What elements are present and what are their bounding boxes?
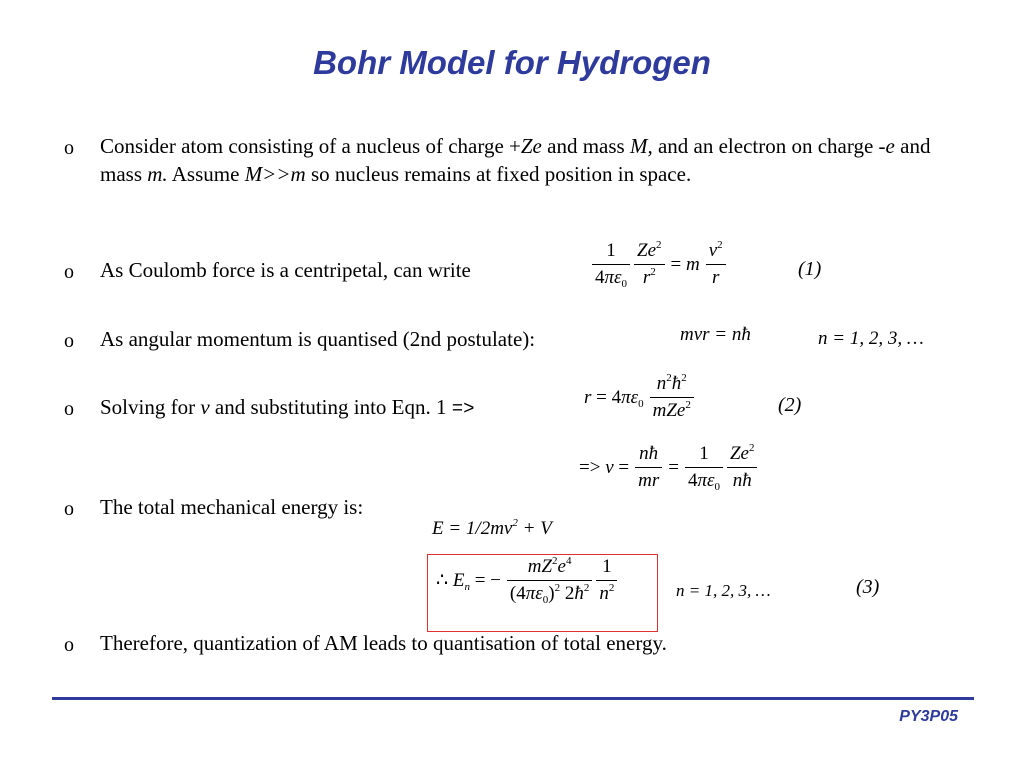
- course-code: PY3P05: [899, 708, 958, 725]
- equation-number-2: (2): [778, 394, 802, 416]
- bullet-marker: o: [64, 137, 74, 159]
- text-part: and mass: [541, 134, 630, 158]
- text-part: e: [885, 134, 895, 158]
- text-part: and substituting into Eqn. 1: [209, 395, 452, 419]
- bullet-text-mechanical-energy: The total mechanical energy is:: [100, 495, 364, 519]
- bullet-text-coulomb: As Coulomb force is a centripetal, can write: [100, 258, 471, 282]
- bullet-marker: o: [64, 330, 74, 352]
- text-part: and mass: [100, 134, 931, 186]
- quantum-number-list: n = 1, 2, 3, …: [676, 581, 771, 600]
- text-part: Solving for: [100, 395, 201, 419]
- text-part: so nucleus remains at fixed position in space.: [305, 162, 692, 186]
- bullet-marker: o: [64, 261, 74, 283]
- equation-quantized-energy: ∴ $E_n$ = − $\frac{mZ^2e^4}{(4\pi\varepsilon_0)^2 2ħ^2}$ $\frac{1}{n^2}$: [432, 556, 619, 605]
- equation-radius: $r = 4\pi\varepsilon_0$ $\frac{n^2ħ^2}{mZe^2}$: [580, 373, 696, 422]
- footer-divider: [52, 697, 974, 700]
- text-part: Ze: [520, 134, 542, 158]
- text-part: =>: [451, 398, 475, 420]
- bullet-marker: o: [64, 498, 74, 520]
- equation-number-3: (3): [856, 576, 880, 598]
- text-part: Consider atom consisting of a nucleus of charge +: [100, 134, 521, 158]
- text-part: M,: [629, 134, 653, 158]
- equation-coulomb-centripetal: $\frac{1}{4\pi\varepsilon_0}$ $\frac{Ze^2}{r^2}$ = m $\frac{v^2}{r}$: [590, 240, 728, 289]
- quantum-number-list: n = 1, 2, 3, …: [818, 328, 924, 349]
- text-part: v: [200, 395, 210, 419]
- equation-velocity: => v = $\frac{nħ}{mr}$ = $\frac{1}{4\pi\varepsilon_0}$ $\frac{Ze^2}{nħ}$: [575, 443, 759, 492]
- equation-angular-momentum: mvr = nħ: [680, 324, 751, 345]
- bullet-text-angular-momentum: As angular momentum is quantised (2nd postulate):: [100, 327, 536, 351]
- equation-number-1: (1): [798, 258, 822, 280]
- equation-energy-sum: $E = 1/2mv^2 + V$: [432, 517, 552, 539]
- text-part: and an electron on charge -: [652, 134, 886, 158]
- text-part: m.: [147, 162, 168, 186]
- bullet-marker: o: [64, 398, 74, 420]
- bullet-text-conclusion: Therefore, quantization of AM leads to quantisation of total energy.: [100, 631, 667, 655]
- text-part: Assume: [167, 162, 245, 186]
- bullet-marker: o: [64, 634, 74, 656]
- bullet-text-solving: [100, 393, 475, 423]
- text-part: M>>m: [244, 162, 306, 186]
- slide-title: Bohr Model for Hydrogen: [313, 44, 711, 81]
- bullet-text-nucleus: [100, 132, 960, 188]
